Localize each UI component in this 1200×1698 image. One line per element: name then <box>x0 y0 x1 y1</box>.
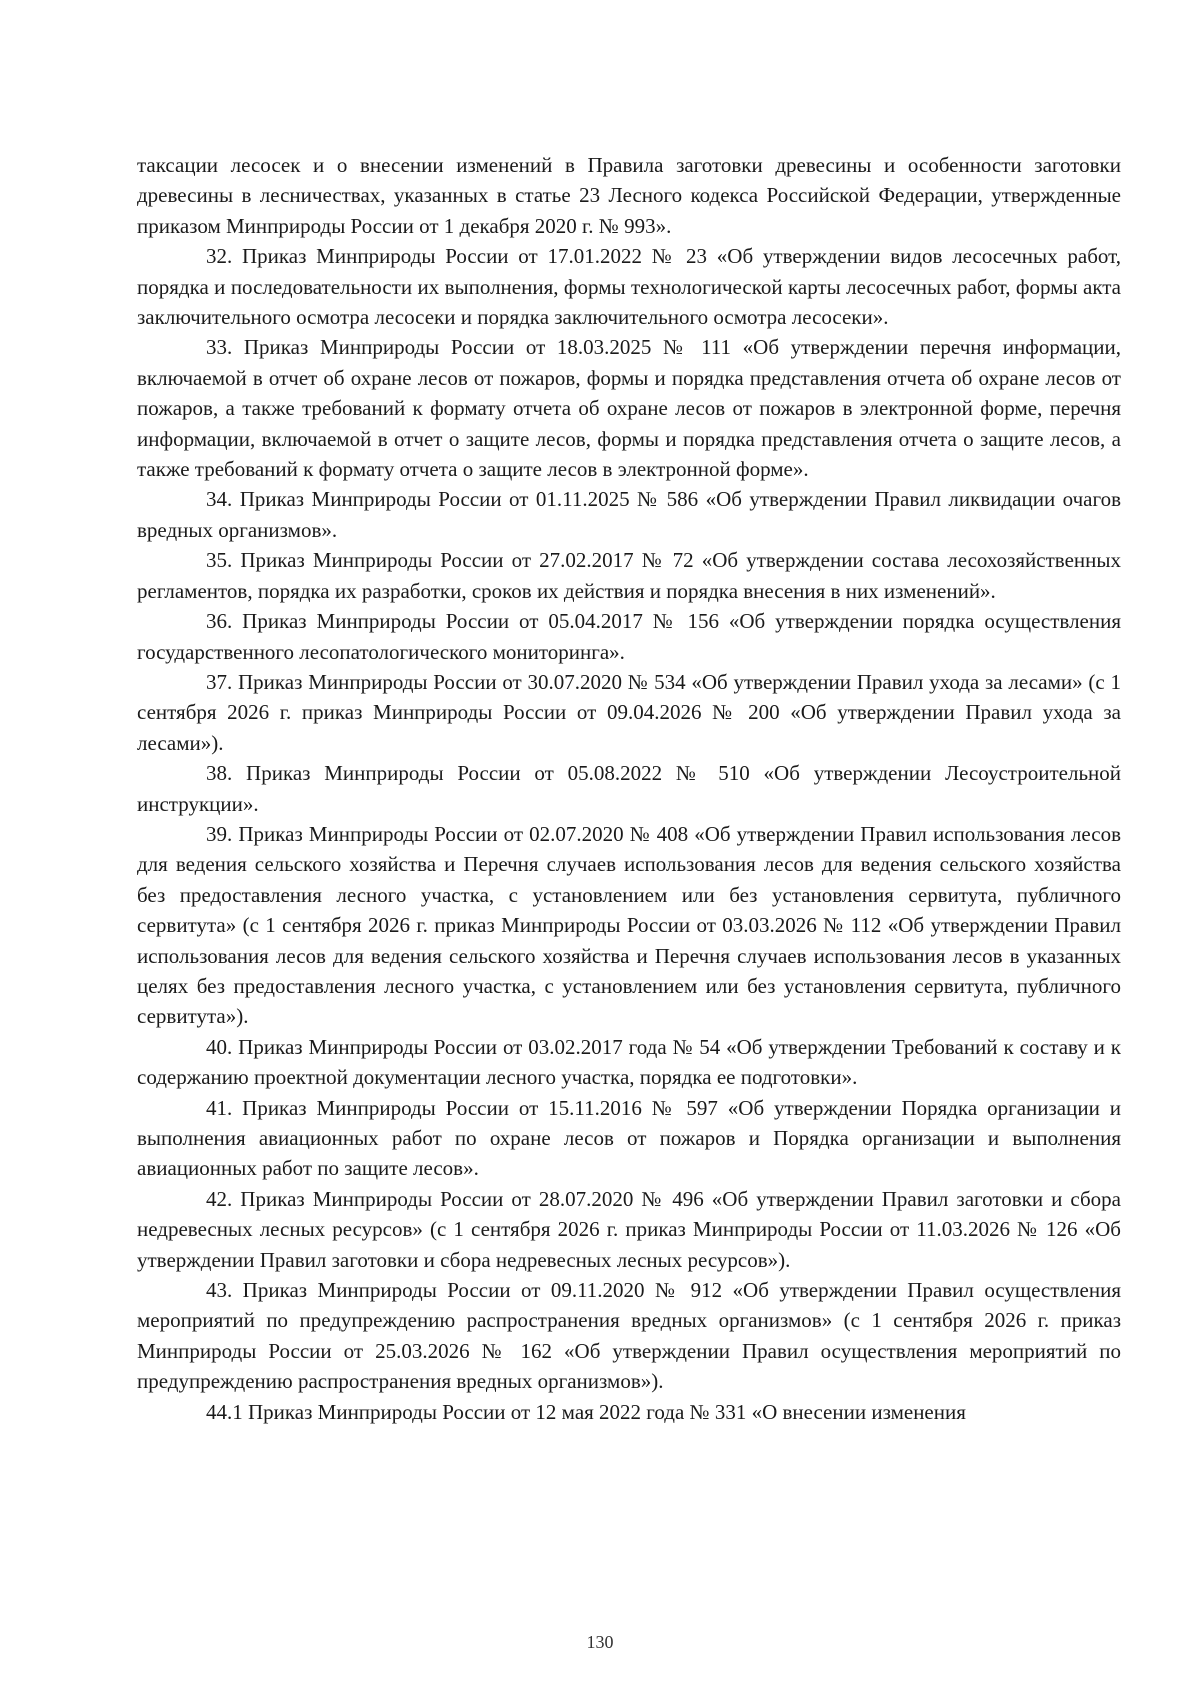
list-item-42: 42. Приказ Минприроды России от 28.07.2020 № 496 «Об утверждении Правил заготовки и сбора недревесных лесных ресурсов» (с 1 сентября 2026 г. приказ Минприроды России от 11.03.2026 № 126 «Об утверждении Правил заготовки и сбора недревесных лесных ресурсов»). <box>137 1186 1121 1272</box>
list-item-38: 38. Приказ Минприроды России от 05.08.2022 № 510 «Об утверждении Лесоустроительной инструкции». <box>137 761 1121 816</box>
list-item-32: 32. Приказ Минприроды России от 17.01.2022 № 23 «Об утверждении видов лесосечных работ, порядка и последовательности их выполнения, формы технологической карты лесосечных работ, формы акта заключительного осмотра лесосеки и порядка заключительного осмотра лесосеки». <box>137 244 1121 330</box>
list-item-43: 43. Приказ Минприроды России от 09.11.2020 № 912 «Об утверждении Правил осуществления мероприятий по предупреждению распространения вредных организмов» (с 1 сентября 2026 г. приказ Минприроды России от 25.03.2026 № 162 «Об утверждении Правил осуществления мероприятий по предупреждению распространения вредных организмов»). <box>137 1278 1121 1394</box>
list-item-41: 41. Приказ Минприроды России от 15.11.2016 № 597 «Об утверждении Порядка организации и выполнения авиационных работ по охране лесов от пожаров и Порядка организации и выполнения авиационных работ по защите лесов». <box>137 1095 1121 1181</box>
continuation-paragraph: таксации лесосек и о внесении изменений в Правила заготовки древесины и особенности заготовки древесины в лесничествах, указанных в статье 23 Лесного кодекса Российской Федерации, утвержденные приказом Минприроды России от 1 декабря 2020 г. № 993». <box>137 153 1121 238</box>
list-item-44: 44.1 Приказ Минприроды России от 12 мая 2022 года № 331 «О внесении изменения <box>206 1399 966 1424</box>
list-item-39: 39. Приказ Минприроды России от 02.07.2020 № 408 «Об утверждении Правил использования лесов для ведения сельского хозяйства и Перечня случаев использования лесов для ведения сельского хозяйства без предоставления лесного участка, с установлением или без установления сервитута, публичного сервитута» (с 1 сентября 2026 г. приказ Минприроды России от 03.03.2026 № 112 «Об утверждении Правил использования лесов для ведения сельского хозяйства и Перечня случаев использования лесов в указанных целях без предоставления лесного участка, с установлением или без установления сервитута, публичного сервитута»). <box>137 821 1121 1029</box>
list-item-33: 33. Приказ Минприроды России от 18.03.2025 № 111 «Об утверждении перечня информации, включаемой в отчет об охране лесов от пожаров, формы и порядка представления отчета об охране лесов от пожаров, а также требований к формату отчета об охране лесов от пожаров в электронной форме, перечня информации, включаемой в отчет о защите лесов, формы и порядка представления отчета о защите лесов, а также требований к формату отчета о защите лесов в электронной форме». <box>137 335 1121 482</box>
list-item-37: 37. Приказ Минприроды России от 30.07.2020 № 534 «Об утверждении Правил ухода за лесами» (с 1 сентября 2026 г. приказ Минприроды России от 09.04.2026 № 200 «Об утверждении Правил ухода за лесами»). <box>137 669 1121 755</box>
document-body <box>137 150 1121 1427</box>
page-number: 130 <box>586 1632 614 1652</box>
list-item-36: 36. Приказ Минприроды России от 05.04.2017 № 156 «Об утверждении порядка осуществления государственного лесопатологического мониторинга». <box>137 609 1121 664</box>
list-item-34: 34. Приказ Минприроды России от 01.11.2025 № 586 «Об утверждении Правил ликвидации очагов вредных организмов». <box>137 487 1121 542</box>
list-item-40: 40. Приказ Минприроды России от 03.02.2017 года № 54 «Об утверждении Требований к составу и к содержанию проектной документации лесного участка, порядка ее подготовки». <box>137 1034 1121 1090</box>
list-item-35: 35. Приказ Минприроды России от 27.02.2017 № 72 «Об утверждении состава лесохозяйственных регламентов, порядка их разработки, сроков их действия и порядка внесения в них изменений». <box>137 548 1121 603</box>
